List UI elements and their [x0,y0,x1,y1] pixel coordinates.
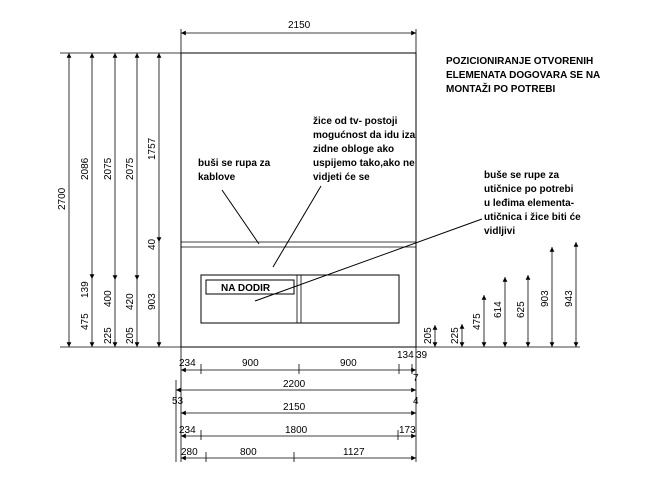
note-sockets [484,170,581,237]
dim-225-label: 225 [103,327,114,344]
row1-234: 234 [179,358,196,369]
row1-7: 7 [413,373,419,384]
dim-475-label: 475 [80,313,91,330]
dim-400-label: 400 [103,290,114,307]
row5-280: 280 [181,447,198,458]
dim-r903-label: 903 [540,290,551,307]
row4-173: 173 [399,425,416,436]
note-tv-line4: uspijemo tako,ako ne [313,158,415,169]
row1-900a: 900 [242,358,259,369]
label-box-text: NA DODIR [221,283,271,294]
note-tv-line2: mogućnost da idu iza [313,130,416,141]
wall-outline [181,53,416,347]
dim-r225-label: 225 [450,327,461,344]
note-tv-wires [313,116,416,183]
dim-40-label: 40 [147,238,158,250]
row2-53: 53 [172,396,184,407]
top-dim-label: 2150 [288,20,311,31]
dim-r625-label: 625 [516,301,527,318]
dim-1757-label: 1757 [147,137,158,160]
note-tv-line3: zidne obloge ako [313,144,395,155]
row1-134: 134 [397,350,414,361]
dim-2086-label: 2086 [80,157,91,180]
dim-2075a-label: 2075 [103,157,114,180]
note-tv-line5: vidjeti će se [313,172,370,183]
dim-420-label: 420 [125,293,136,310]
row4-234: 234 [179,425,196,436]
note-cables [198,158,271,183]
dim-205-label: 205 [125,327,136,344]
dim-r475-label: 475 [472,313,483,330]
dim-2700-label: 2700 [57,187,68,210]
note-sockets-line2: utičnice po potrebi [484,184,574,195]
dim-r943-label: 943 [564,290,575,307]
row4-1800: 1800 [285,425,308,436]
row3-2150: 2150 [283,402,306,413]
row1-900b: 900 [340,358,357,369]
leader-tv [273,186,321,267]
row2-4: 4 [413,396,419,407]
note-tv-line1: žice od tv- postoji [313,116,398,127]
dim-r614-label: 614 [493,301,504,318]
leader-cables [222,190,259,244]
note-sockets-line4: utičnica i žice biti će [484,212,581,223]
note-sockets-line3: u leđima elementa- [484,198,575,209]
note-cables-line2: kablove [198,172,236,183]
note-top-right-line3: MONTAŽI PO POTREBI [446,84,556,95]
dim-903-label: 903 [147,293,158,310]
row5-1127: 1127 [343,447,365,458]
row2-2200: 2200 [283,379,306,390]
note-top-right-line2: ELEMENATA DOGOVARA SE NA [446,70,601,81]
dim-r205-label: 205 [423,327,434,344]
note-top-right-line1: POZICIONIRANJE OTVORENIH [446,56,594,67]
row1-39: 39 [416,350,428,361]
leader-sockets [255,219,482,301]
note-sockets-line1: buše se rupe za [484,170,560,181]
dim-2075b-label: 2075 [125,157,136,180]
note-cables-line1: buši se rupa za [198,158,271,169]
note-sockets-line5: vidljivi [484,226,516,237]
dim-139-label: 139 [80,281,91,298]
note-top-right [446,56,600,95]
row5-800: 800 [240,447,257,458]
